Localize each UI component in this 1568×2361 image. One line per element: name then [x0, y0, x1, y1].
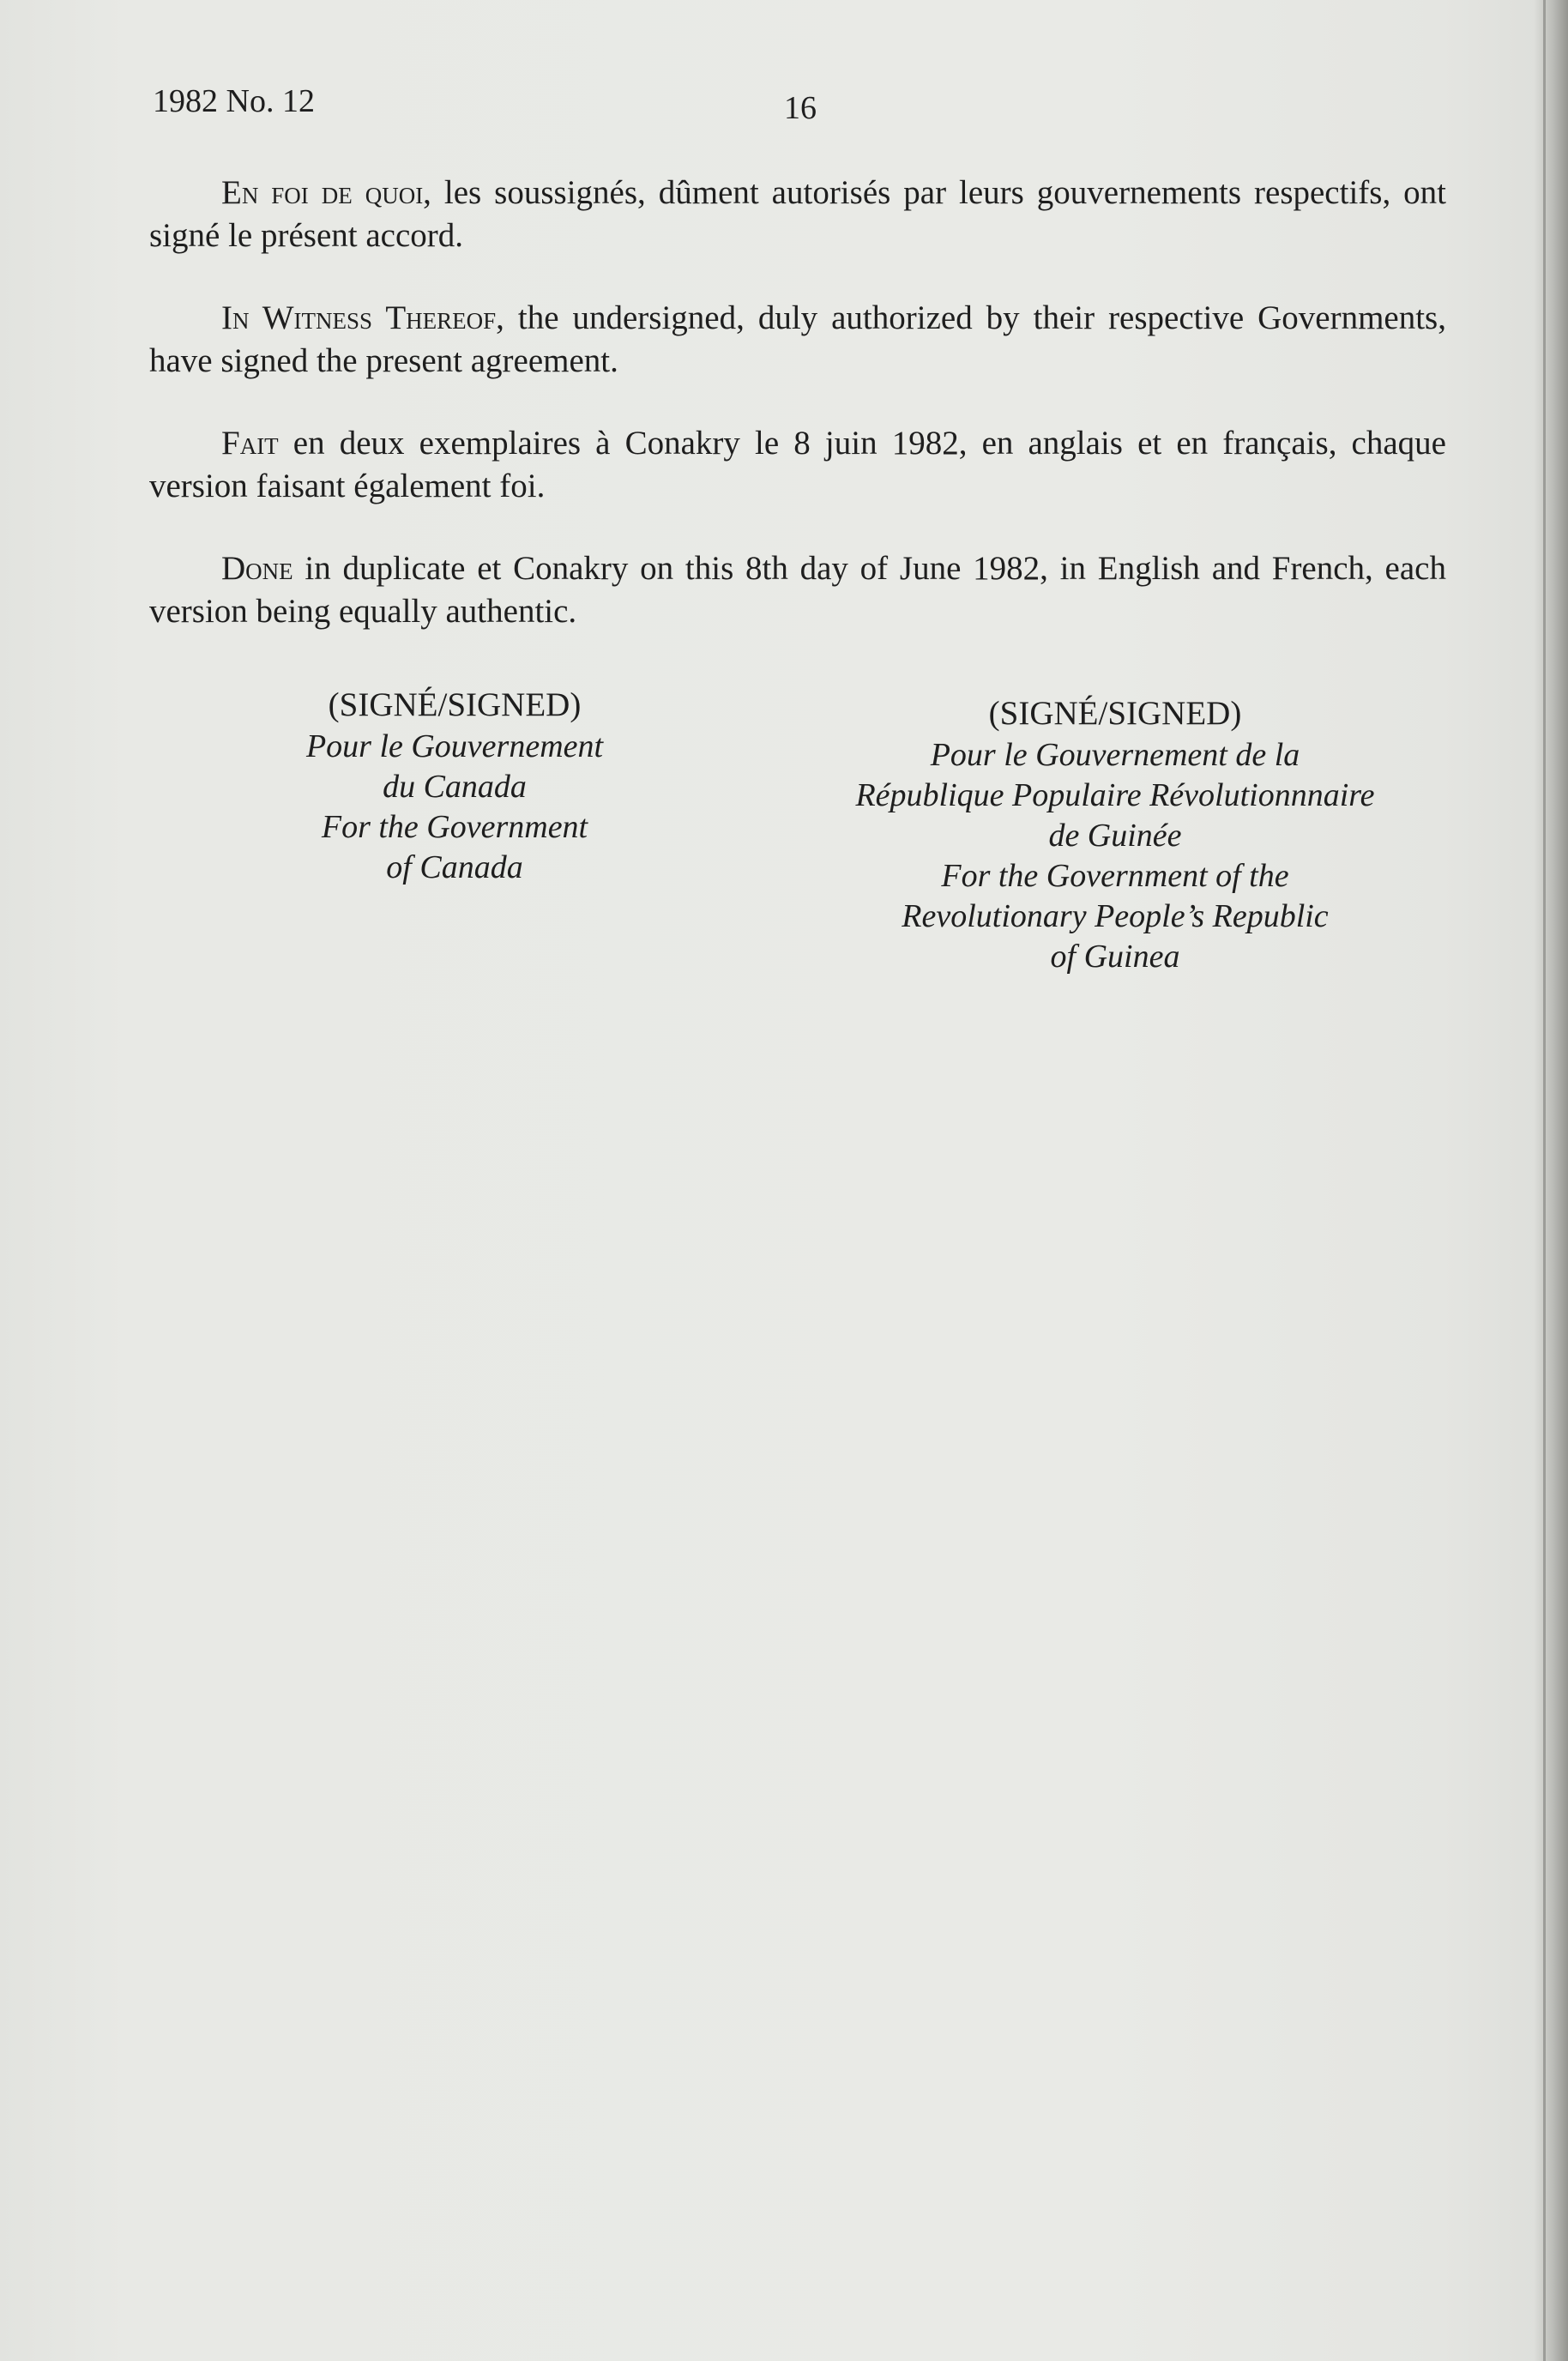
signature-line: of Canada — [386, 849, 523, 885]
paragraph-text: les soussignés, dûment autorisés par leurs gouvernements respectifs, ont signé le présent accord. — [149, 174, 1446, 254]
paragraph-text: en deux exemplaires à Conakry le 8 juin 1982, en anglais et en français, chaque version faisant également foi. — [149, 425, 1446, 504]
paragraph-lead: En foi de quoi, — [221, 174, 431, 211]
page-gutter-shadow — [1534, 0, 1568, 2361]
paragraph-english-done — [149, 547, 1446, 633]
agreement-text — [149, 172, 1446, 673]
signed-label: (SIGNÉ/SIGNED) — [988, 695, 1242, 732]
page-number: 16 — [784, 90, 817, 126]
signature-line: Pour le Gouvernement de la — [930, 737, 1300, 773]
paragraph-english-witness — [149, 297, 1446, 383]
signature-line: For the Government of the — [941, 858, 1289, 894]
signature-block-guinea — [789, 693, 1441, 977]
page-gutter-line — [1543, 0, 1546, 2361]
paragraph-lead: Fait — [221, 425, 279, 462]
header-year-number: 1982 No. 12 — [153, 83, 315, 119]
paragraph-french-done — [149, 422, 1446, 508]
paragraph-text: in duplicate et Conakry on this 8th day of June 1982, in English and French, each version being equally authentic. — [149, 550, 1446, 630]
signed-label: (SIGNÉ/SIGNED) — [328, 686, 582, 723]
paragraph-lead: Done — [221, 550, 293, 587]
paragraph-lead: In Witness Thereof, — [221, 299, 504, 336]
signature-line: de Guinée — [1048, 818, 1182, 854]
paragraph-french-witness — [149, 172, 1446, 257]
signature-line: du Canada — [383, 769, 527, 805]
signature-line: Revolutionary People’s Republic — [902, 898, 1329, 934]
signature-line: For the Government — [321, 809, 588, 845]
signature-block-canada — [257, 685, 652, 888]
signature-line: of Guinea — [1050, 939, 1180, 975]
paragraph-text: the undersigned, duly authorized by their respective Governments, have signed the present agreement. — [149, 299, 1446, 379]
page-header — [153, 82, 1456, 134]
signature-line: République Populaire Révolutionnnaire — [855, 777, 1375, 813]
signature-line: Pour le Gouvernement — [305, 728, 604, 764]
